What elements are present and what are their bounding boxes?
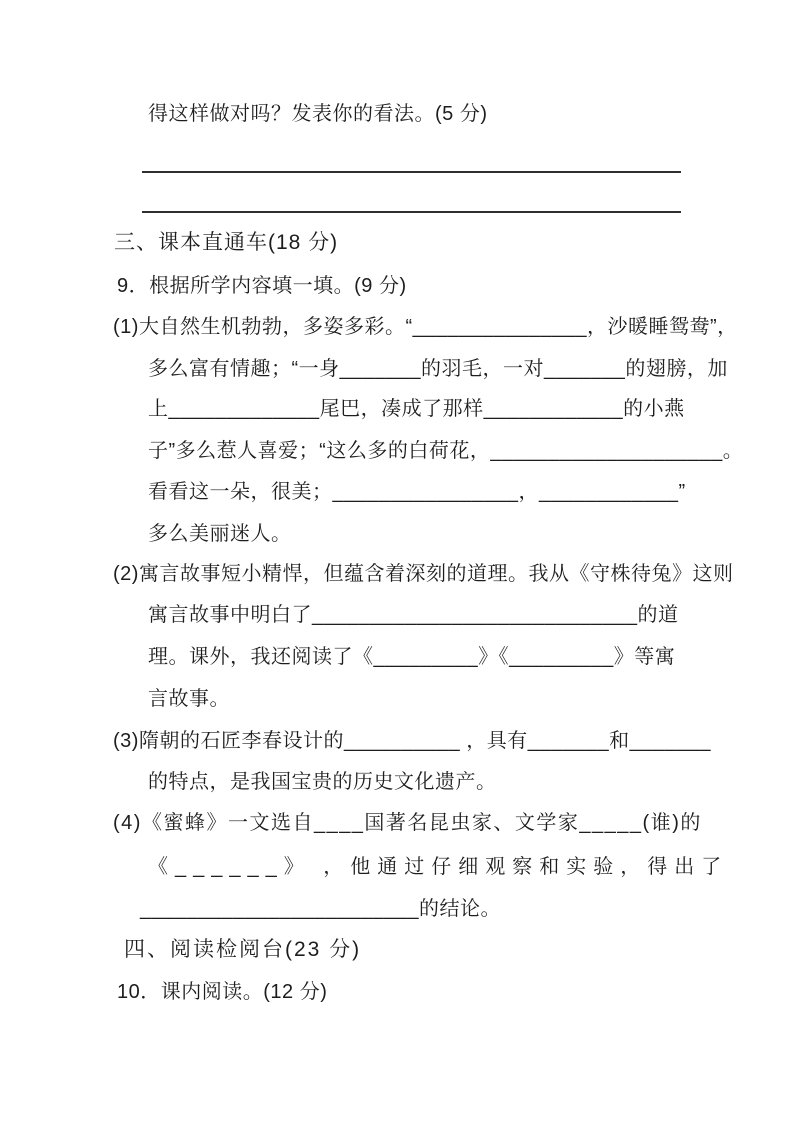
question9-part4-line3: ________________________的结论。: [140, 898, 501, 920]
answer-line-2: [142, 211, 681, 213]
section3-heading: 三、课本直通车(18 分): [114, 231, 339, 254]
answer-line-1: [142, 171, 681, 173]
question9-part2-line1: (2)寓言故事短小精悍，但蕴含着深刻的道理。我从《守株待兔》这则: [113, 563, 734, 585]
question9-part2-line4: 言故事。: [148, 688, 230, 710]
question9-part2-line2: 寓言故事中明白了____________________________的道: [148, 604, 679, 626]
question9-part3-line1: (3)隋朝的石匠李春设计的__________ ，具有_______和_______: [113, 730, 711, 752]
question9-part1-line5: 看看这一朵，很美；________________，____________”: [148, 481, 686, 503]
question9-part1-line3: 上_____________尾巴，凑成了那样____________的小燕: [148, 398, 685, 420]
question9-part1-line6: 多么美丽迷人。: [148, 523, 292, 545]
question9-part4-line1: (4)《蜜蜂》一文选自____国著名昆虫家、文学家_____(谁)的: [113, 812, 702, 834]
question9-part4-line2: 《______》 ，他通过仔细观察和实验，得出了: [148, 856, 729, 878]
question9-stem: 9．根据所学内容填一填。(9 分): [117, 275, 407, 297]
question9-part1-line2: 多么富有情趣；“一身_______的羽毛，一对_______的翅膀，加: [148, 358, 728, 380]
question9-part1-line4: 子”多么惹人喜爱；“这么多的白荷花，____________________。: [148, 440, 744, 462]
question9-part2-line3: 理。课外，我还阅读了《_________》《_________》等寓: [148, 646, 676, 668]
question9-part3-line2: 的特点，是我国宝贵的历史文化遗产。: [148, 771, 497, 793]
section4-heading: 四、阅读检阅台(23 分): [124, 938, 362, 961]
question10-stem: 10．课内阅读。(12 分): [117, 981, 328, 1003]
question8-prompt-tail: 得这样做对吗？发表你的看法。(5 分): [148, 103, 488, 125]
question9-part1-line1: (1)大自然生机勃勃，多姿多彩。“_______________，沙暖睡鸳鸯”，: [113, 316, 738, 338]
